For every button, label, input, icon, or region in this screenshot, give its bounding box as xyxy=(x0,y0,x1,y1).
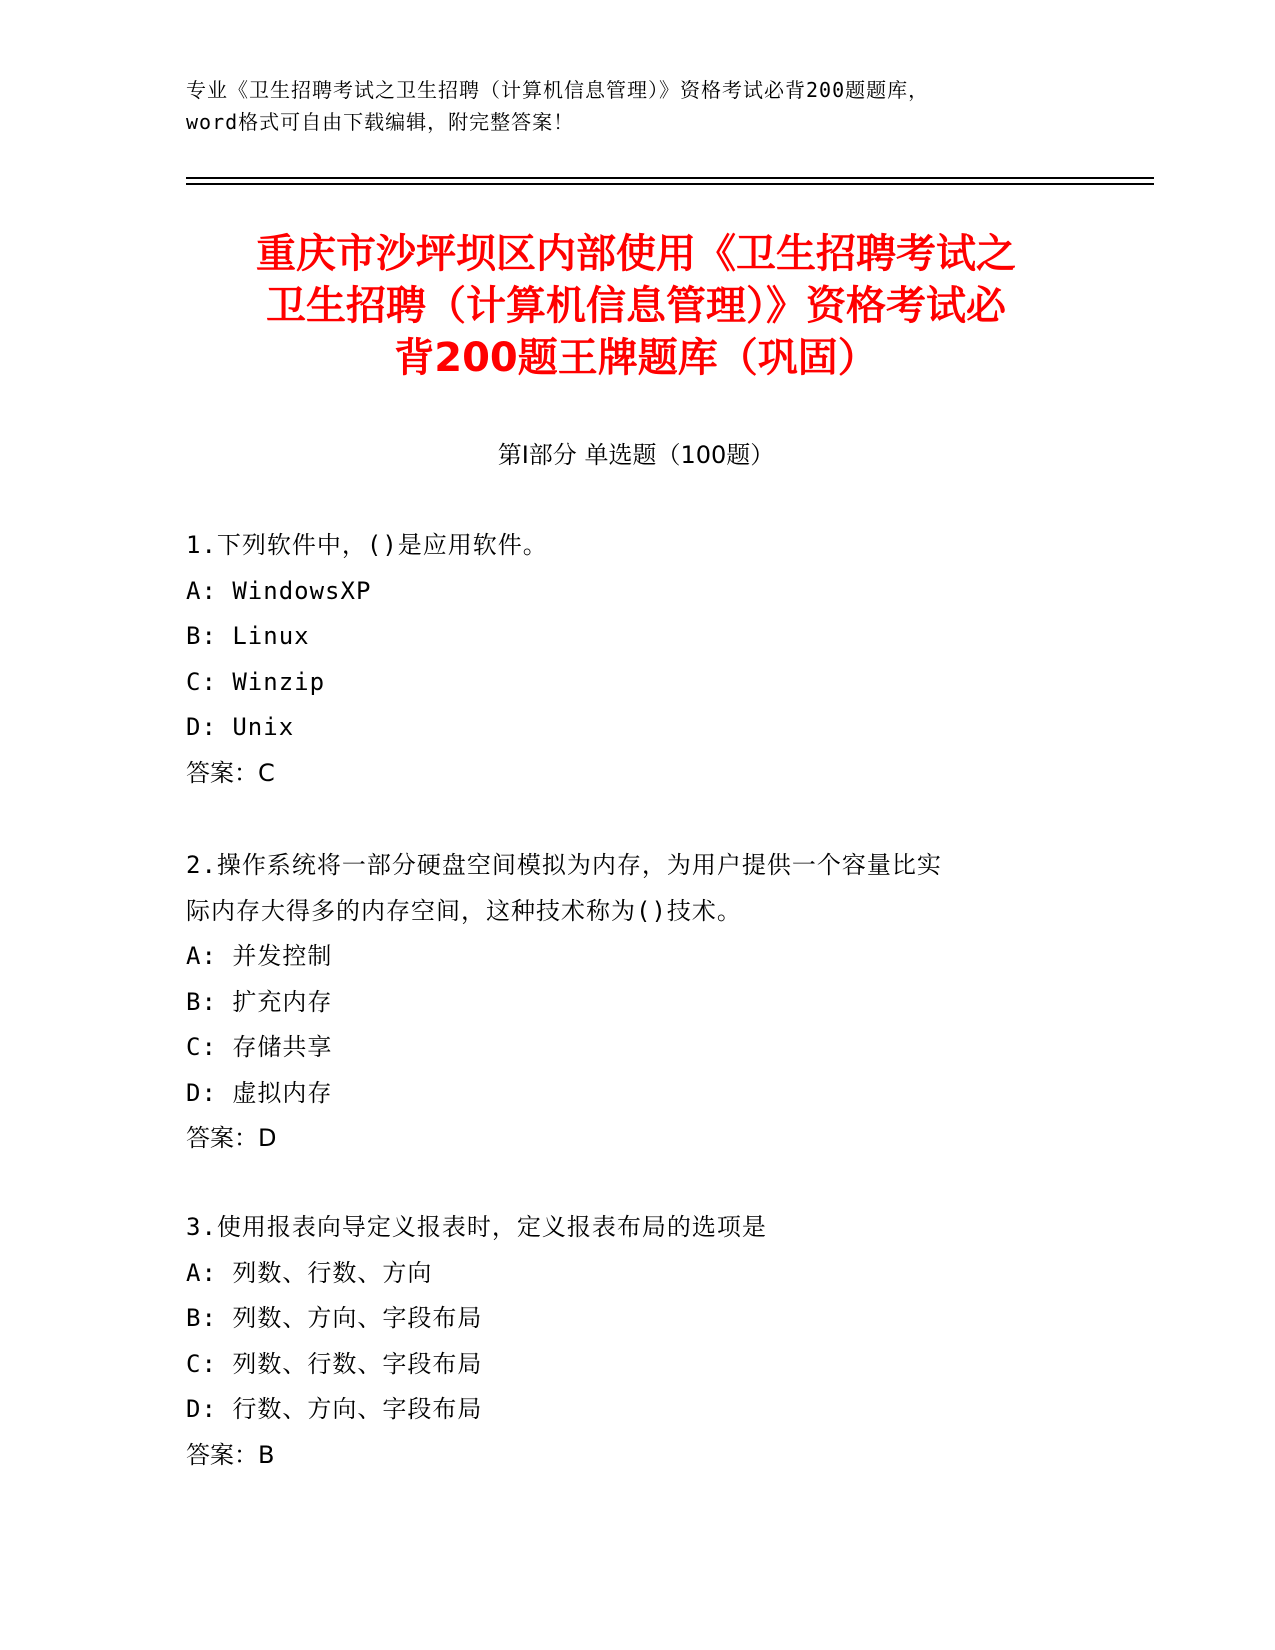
option-d: D: 行数、方向、字段布局 xyxy=(186,1395,483,1423)
question-text: 2.操作系统将一部分硬盘空间模拟为内存，为用户提供一个容量比实 xyxy=(186,851,942,879)
option-d: D: Unix xyxy=(186,713,295,741)
document-title xyxy=(186,228,1086,384)
option-d: D: 虚拟内存 xyxy=(186,1078,333,1107)
question-text: 3.使用报表向导定义报表时，定义报表布局的选项是 xyxy=(186,1213,767,1241)
answer-text: 答案：C xyxy=(186,758,275,787)
document-title-line-3: 背200题王牌题库（巩固） xyxy=(394,335,878,381)
option-a: A: WindowsXP xyxy=(186,576,372,605)
option-b: B: Linux xyxy=(186,622,310,650)
section-title: 第Ⅰ部分 单选题（100题） xyxy=(497,441,775,469)
question-text: 1.下列软件中，()是应用软件。 xyxy=(186,531,548,559)
question-text-continued: 际内存大得多的内存空间，这种技术称为()技术。 xyxy=(186,896,742,925)
answer-text: 答案：B xyxy=(186,1440,275,1469)
question-item xyxy=(186,1205,1086,1478)
document-title-line-2: 卫生招聘（计算机信息管理）》资格考试必 xyxy=(266,283,1006,329)
option-c: C: 列数、行数、字段布局 xyxy=(186,1349,483,1378)
question-item xyxy=(186,523,1086,796)
option-a: A: 并发控制 xyxy=(186,942,333,970)
header-note xyxy=(186,74,1086,138)
header-note-line-1: 专业《卫生招聘考试之卫生招聘（计算机信息管理）》资格考试必背200题题库， xyxy=(186,78,930,102)
answer-text: 答案：D xyxy=(186,1124,277,1152)
option-c: C: Winzip xyxy=(186,667,326,696)
header-note-line-2: word格式可自由下载编辑，附完整答案！ xyxy=(186,110,575,134)
header-divider-bottom xyxy=(186,183,1154,185)
option-b: B: 扩充内存 xyxy=(186,987,333,1016)
option-c: C: 存储共享 xyxy=(186,1033,333,1061)
header-divider-top xyxy=(186,177,1154,179)
option-b: B: 列数、方向、字段布局 xyxy=(186,1304,483,1332)
option-a: A: 列数、行数、方向 xyxy=(186,1258,433,1287)
question-item xyxy=(186,843,1086,1162)
document-title-line-1: 重庆市沙坪坝区内部使用《卫生招聘考试之 xyxy=(256,231,1016,277)
